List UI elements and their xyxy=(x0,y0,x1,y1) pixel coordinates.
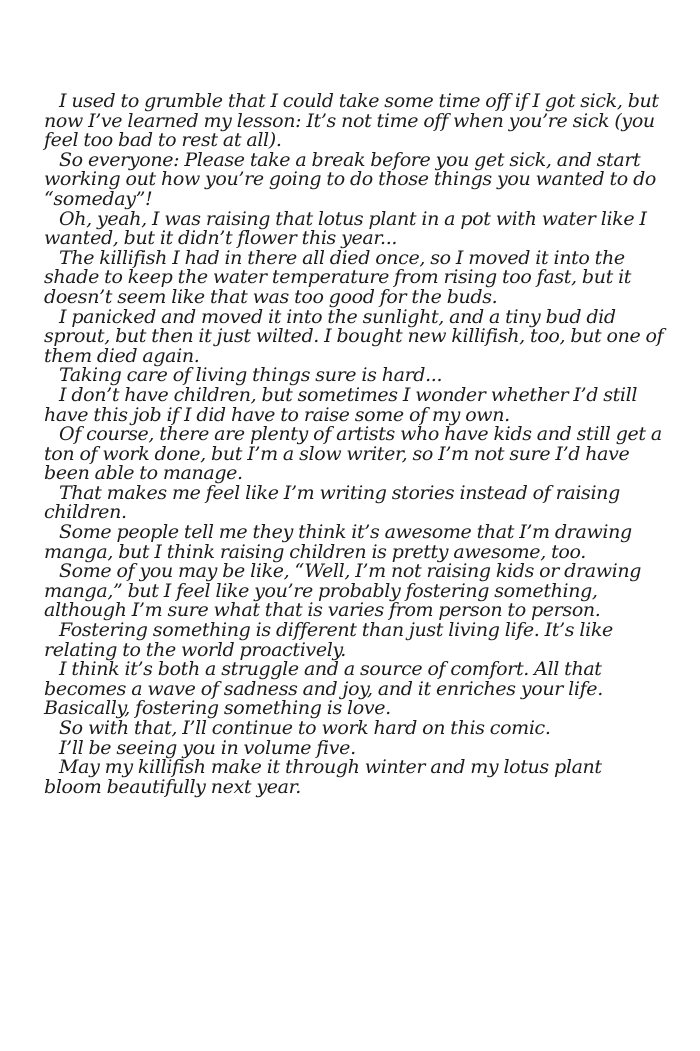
paragraph: May my killifish make it through winter and my lotus plant bloom beautifully next year. xyxy=(44,756,602,798)
paragraph: Fostering something is different than just living life. It’s like relating to the world proactively. xyxy=(44,619,613,661)
paragraph: Of course, there are plenty of artists who have kids and still get a ton of work done, but I’m a slow writer, so I’m not sure I’d have been able to manage. xyxy=(44,423,662,485)
paragraph: So everyone: Please take a break before you get sick, and start working out how you’re going to do those things you wanted to do “someday”! xyxy=(44,148,656,210)
paragraph: I’ll be seeing you in volume five. xyxy=(59,736,356,759)
paragraph: Oh, yeah, I was raising that lotus plant in a pot with water like I wanted, but it didn’t flower this year... xyxy=(44,207,647,250)
paragraph: Taking care of living things sure is hard... xyxy=(59,364,443,387)
paragraph: I don’t have children, but sometimes I wonder whether I’d still have this job if I did have to raise some of my own. xyxy=(44,383,638,426)
paragraph: I think it’s both a struggle and a source of comfort. All that becomes a wave of sadness and joy, and it enriches your life. Basically, fostering something is love. xyxy=(44,658,603,720)
paragraph: I used to grumble that I could take some time off if I got sick, but now I’ve learned my lesson: It’s not time off when you’re sick (you feel too bad to rest at all). xyxy=(44,90,659,152)
paragraph: So with that, I’ll continue to work hard on this comic. xyxy=(59,717,551,739)
paragraph: That makes me feel like I’m writing stories instead of raising children. xyxy=(44,481,620,524)
paragraph: The killifish I had in there all died once, so I moved it into the shade to keep the water temperature from rising too fast, but it doesn’t seem like that was too good for the buds. xyxy=(44,246,632,308)
paragraph: Some of you may be like, “Well, I’m not raising kids or drawing manga,” but I feel like you’re probably fostering something, although I’m sure what that is varies from person to person. xyxy=(44,560,642,622)
paragraph: Some people tell me they think it’s awesome that I’m drawing manga, but I think raising children is pretty awesome, too. xyxy=(44,521,632,563)
afterword-text xyxy=(44,92,664,797)
paragraph: I panicked and moved it into the sunlight, and a tiny bud did sprout, but then it just wilted. I bought new killifish, too, but one of them died again. xyxy=(44,305,664,367)
